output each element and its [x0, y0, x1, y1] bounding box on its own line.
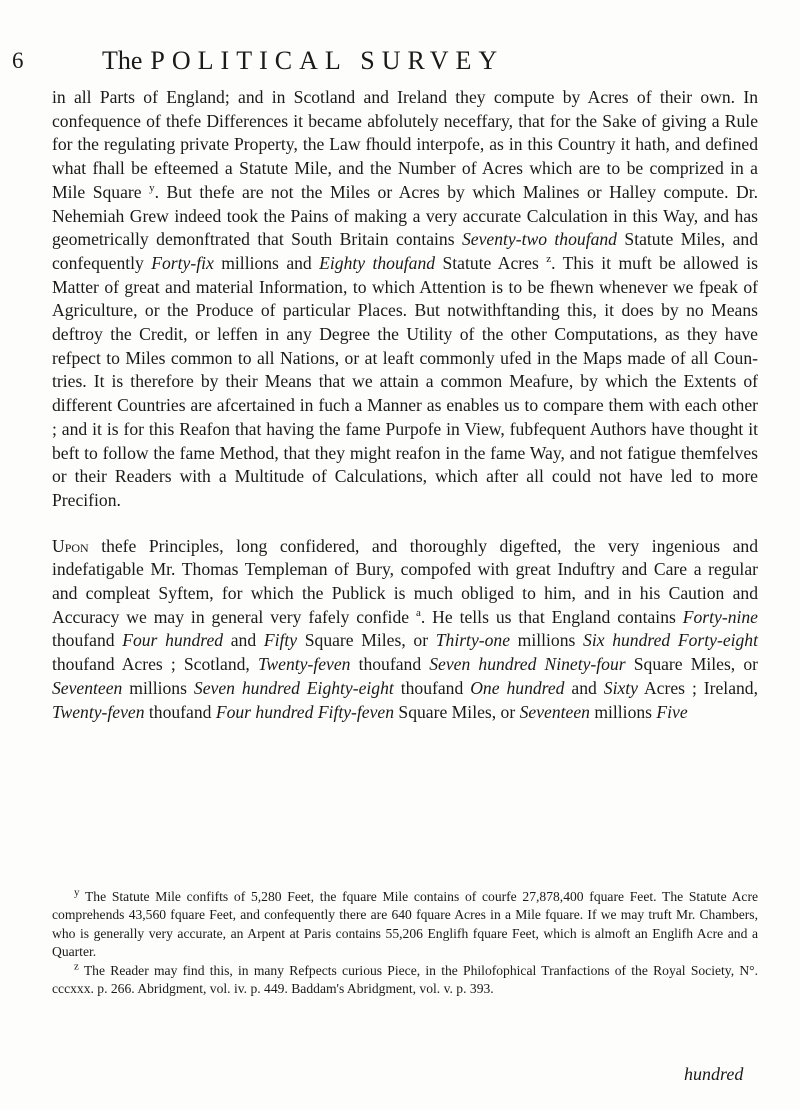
page-header [12, 46, 762, 82]
text-run: Statute Acres [435, 252, 547, 273]
footnote-mark-z: z [74, 960, 79, 973]
footnotes [52, 888, 758, 998]
text-run: in all Parts of England; and in Scotland and Ireland they compute by Acres of their own. In confequence of thefe Differences it became abfolutely neceffary, that for the Sake of giving a Rule for the regulating private Property, the Law fhould interpofe, as in this Country it hath, and defined what fhall be efteemed a Statute Mile, and the Number of Acres which are to be comprized in a Mile Square [52, 87, 758, 202]
drop-word: Upon [52, 535, 89, 556]
text-run: thoufand Acres ; Scotland, [52, 654, 258, 675]
footnote-ref-a: a [415, 606, 421, 619]
italic-run: Seven hundred Ninety-four [429, 654, 626, 675]
footnote-ref-y: y [149, 181, 155, 194]
catchword: hundred [684, 1064, 744, 1084]
text-run: Square Miles, or [297, 630, 436, 651]
footnote-ref-z: z [546, 253, 552, 266]
footnote-mark-y: y [74, 886, 80, 899]
text-run: Square Miles, or [625, 654, 758, 675]
text-run: . This it muft be allowed is Matter of great and material Information, to which Attention is to be fhewn whenever we fpeak of Agriculture, or the Produce of particular Places. But notwithftanding this, it does by no Means deftroy the Credit, or leffen in any Degree the Utility of the other Computations, as they have refpect to Miles common to all Nations, or at leaft commonly ufed in the Maps made of all Countries. It is therefore by their Means that we attain a common Meafure, by which the Extents of different Countries are afcertained in fuch a Manner as enables us to compare them with each other ; and it is for this Reafon that having the fame Purpofe in View, fubfequent Authors have thought it beft to follow the fame Method, that they might reafon in the fame Way, and not fatigue themfelves or their Readers with a Multitude of Calculations, which after all could not have led to more Precifion. [52, 252, 758, 510]
italic-run: Seventy-two thoufand [462, 229, 617, 250]
footnote-z [52, 962, 758, 999]
running-head [102, 46, 504, 76]
text-run: thoufand [144, 701, 216, 722]
text-run: millions [510, 630, 584, 651]
text-run: millions [589, 701, 657, 722]
text-run: Acres ; Ireland, [637, 677, 758, 698]
italic-run: Twenty-feven [257, 654, 351, 675]
text-run: Square Miles, or [394, 701, 520, 722]
italic-run: Five [656, 701, 688, 722]
italic-run: Four hundred Fifty-feven [215, 701, 395, 722]
text-run: thoufand [52, 630, 123, 651]
text-run: thoufand [350, 654, 430, 675]
italic-run: Fifty [263, 630, 298, 651]
text-run: and [564, 677, 604, 698]
italic-run: Four hundred [122, 630, 224, 651]
italic-run: Eighty thoufand [319, 252, 436, 273]
text-run: millions and [213, 252, 320, 273]
footnote-y [52, 888, 758, 962]
text-run: Statute Miles, and confequently [52, 229, 758, 273]
page-number: 6 [12, 48, 24, 73]
italic-run: Forty-fix [151, 252, 214, 273]
italic-run: One hundred [470, 677, 565, 698]
text-run: . But thefe are not the Miles or Acres by which Malines or Halley compute. Dr. Nehemiah Grew indeed took the Pains of making a very accurate Calculation in this Way, and has geometrically demonftrated that South Britain contains [52, 181, 758, 250]
footnote-text: The Statute Mile confifts of 5,280 Feet, the fquare Mile contains of courfe 27,878,400 fquare Feet. The Statute Acre comprehends 43,560 fquare Feet, and confequently there are 640 fquare Acres in a Mile fquare. If we may truft Mr. Chambers, who is generally very accurate, an Arpent at Paris contains 55,206 Englifh fquare Feet, which is almoft an Englifh Acre and a Quarter. [52, 889, 758, 960]
body-text [52, 86, 758, 724]
italic-run: Six hundred Forty-eight [583, 630, 758, 651]
running-head-title: POLITICAL SURVEY [150, 46, 505, 75]
italic-run: Sixty [603, 677, 638, 698]
italic-run: Seven hundred Eighty-eight [193, 677, 394, 698]
text-run: thoufand [393, 677, 471, 698]
italic-run: Seventeen [52, 677, 123, 698]
italic-run: Forty-nine [682, 606, 758, 627]
footnote-text: The Reader may find this, in many Refpects curious Piece, in the Philofophical Tranfactions of the Royal Society, N°. cccxxx. p. 266. Abridgment, vol. iv. p. 449. Baddam's Abridgment, vol. v. p. 393. [52, 962, 758, 997]
text-run: thefe Principles, long confidered, and thoroughly digefted, the very ingenious and indefatigable Mr. Thomas Templeman of Bury, compofed with great Induftry and Care a regular and compleat Syftem, for which the Publick is much obliged to him, and in his Caution and Accuracy we may in general very fafely confide [52, 535, 758, 627]
paragraph-2 [52, 535, 758, 725]
paragraph-1 [52, 86, 758, 513]
text-run: and [223, 630, 264, 651]
italic-run: Seventeen [519, 701, 590, 722]
italic-run: Thirty-one [435, 630, 511, 651]
italic-run: Twenty-feven [52, 701, 145, 722]
text-run: millions [122, 677, 194, 698]
running-head-article: The [102, 46, 143, 75]
text-run: . He tells us that England contains [420, 606, 683, 627]
